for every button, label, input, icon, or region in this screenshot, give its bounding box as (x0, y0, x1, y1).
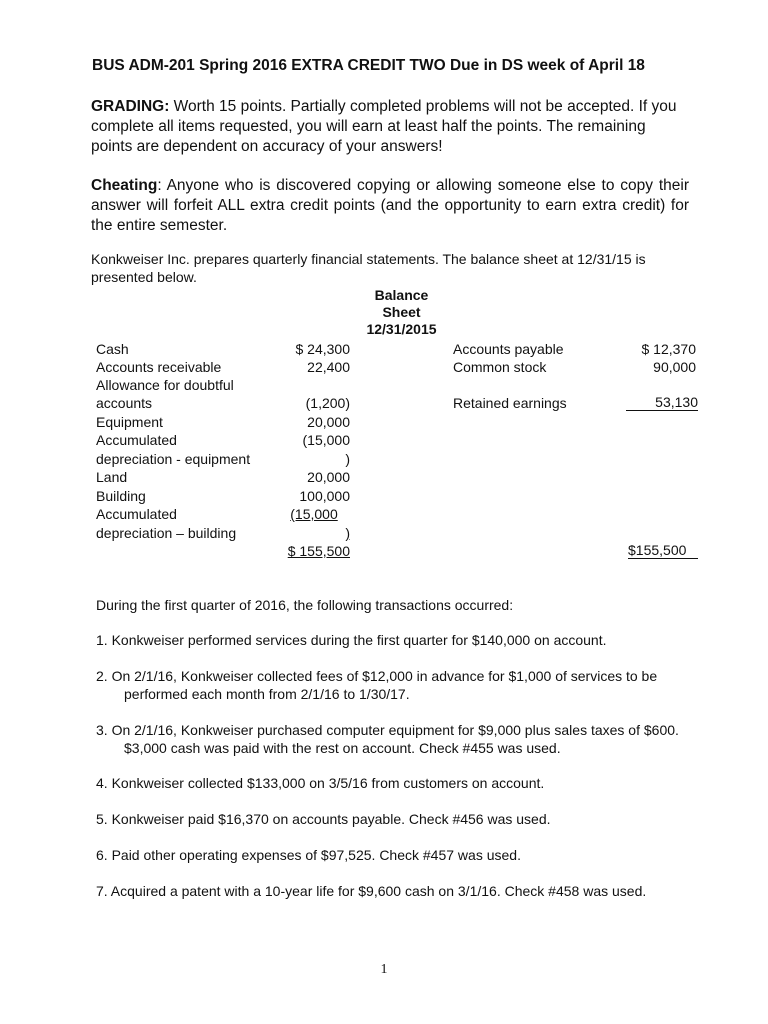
right-total: $155,500 (628, 542, 698, 559)
retained-earnings-label: Retained earnings (453, 395, 567, 411)
transaction-2-line-2: performed each month from 2/1/16 to 1/30/17. (124, 686, 410, 702)
accdep-building-value-1 (278, 505, 350, 523)
land-value: 20,000 (307, 469, 350, 485)
allowance-value: (1,200) (305, 395, 350, 411)
transaction-4: 4. Konkweiser collected $133,000 on 3/5/16 from customers on account. (96, 775, 545, 791)
accdep-building-value-1-text: (15,000 (290, 506, 338, 522)
equipment-value: 20,000 (307, 414, 350, 430)
equipment-label: Equipment (96, 414, 163, 430)
heading-line-3: 12/31/2015 (366, 321, 437, 337)
heading-line-1: Balance (374, 287, 429, 303)
transaction-3-line-1: 3. On 2/1/16, Konkweiser purchased computer equipment for $9,000 plus sales taxes of $600. (96, 722, 679, 738)
transaction-2-line-1: 2. On 2/1/16, Konkweiser collected fees of $12,000 in advance for $1,000 of services to be (96, 668, 658, 684)
cheating-paragraph (91, 176, 689, 236)
accdep-equipment-value-1: (15,000 (302, 432, 350, 448)
allowance-label-1: Allowance for doubtful (96, 377, 234, 393)
accdep-equipment-value-2: ) (345, 451, 350, 467)
allowance-label-2: accounts (96, 395, 153, 411)
cheating-label: Cheating (91, 177, 158, 194)
transaction-7: 7. Acquired a patent with a 10-year life for $9,600 cash on 3/1/16. Check #458 was used. (96, 883, 647, 899)
accdep-equipment-label-1: Accumulated (96, 432, 177, 448)
ar-value: 22,400 (307, 359, 350, 375)
accdep-building-label-2: depreciation – building (96, 525, 237, 541)
cash-label: Cash (96, 341, 129, 357)
left-total (250, 542, 350, 560)
transaction-5: 5. Konkweiser paid $16,370 on accounts payable. Check #456 was used. (96, 811, 551, 827)
ap-value: $ 12,370 (641, 341, 696, 357)
transaction-3-line-2: $3,000 cash was paid with the rest on account. Check #455 was used. (124, 740, 561, 756)
common-stock-label: Common stock (453, 359, 547, 375)
balance-sheet-heading (344, 287, 459, 338)
balance-sheet-intro: Konkweiser Inc. prepares quarterly financial statements. The balance sheet at 12/31/15 is presented below. (91, 251, 646, 285)
ar-label: Accounts receivable (96, 359, 222, 375)
building-value: 100,000 (299, 488, 350, 504)
ap-label: Accounts payable (453, 341, 564, 357)
left-total-text: $ 155,500 (287, 543, 350, 559)
transaction-6: 6. Paid other operating expenses of $97,525. Check #457 was used. (96, 847, 521, 863)
building-label: Building (96, 488, 146, 504)
common-stock-value: 90,000 (653, 359, 696, 375)
page-number: 1 (380, 962, 388, 977)
accdep-building-value-2-text: ) (345, 525, 350, 541)
accdep-equipment-label-2: depreciation - equipment (96, 451, 251, 467)
land-label: Land (96, 469, 128, 485)
heading-line-2: Sheet (382, 304, 421, 320)
accdep-building-value-2 (250, 524, 350, 542)
transaction-3 (96, 721, 736, 757)
accdep-building-label-1: Accumulated (96, 506, 177, 522)
transaction-1: 1. Konkweiser performed services during the first quarter for $140,000 on account. (96, 632, 607, 648)
cash-value: $ 24,300 (295, 341, 350, 357)
grading-label: GRADING: (91, 98, 170, 115)
cheating-text: : Anyone who is discovered copying or allowing someone else to copy their answer will forfeit ALL extra credit points (and the opportunity to earn extra credit) for the entire semester. (91, 177, 689, 234)
transaction-2 (96, 667, 736, 703)
grading-paragraph (91, 97, 689, 157)
assignment-title: BUS ADM-201 Spring 2016 EXTRA CREDIT TWO Due in DS week of April 18 (92, 57, 645, 74)
grading-text: Worth 15 points. Partially completed problems will not be accepted. If you complete all items requested, you will earn at least half the points. The remaining points are dependent on accuracy of your answers! (91, 98, 677, 155)
transactions-intro: During the first quarter of 2016, the following transactions occurred: (96, 597, 514, 613)
retained-earnings-value: 53,130 (626, 394, 698, 411)
